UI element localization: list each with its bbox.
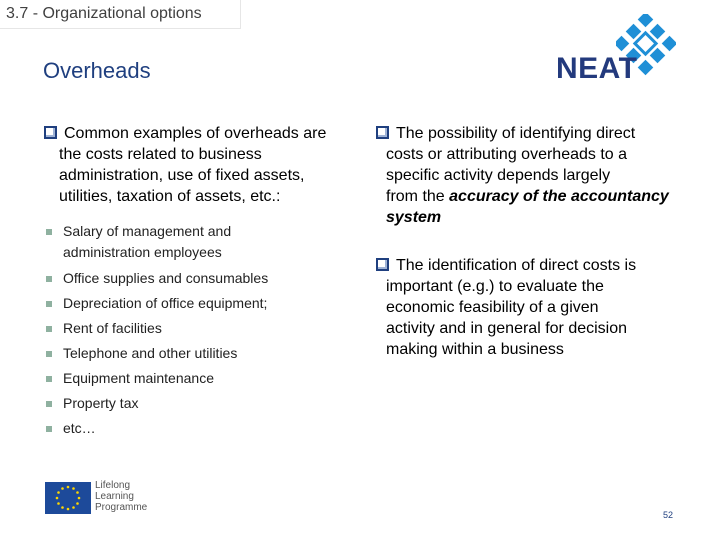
square-bullet-icon [46,301,52,307]
checkbox-bullet-icon [44,126,57,139]
neat-logo [556,14,676,84]
direct-costs-paragraph [376,255,676,360]
paragraph-line: important (e.g.) to evaluate the [386,278,604,295]
programme-line: Programme [95,502,148,513]
list-item-text: etc… [63,420,96,436]
emphasis-text: accuracy of the accountancy system [386,188,669,226]
checkbox-bullet-icon [376,258,389,271]
logo-text: NEAT [556,52,638,85]
programme-name [95,480,147,513]
list-item [62,418,364,439]
list-item [62,393,364,414]
list-item-text: Rent of facilities [63,320,162,336]
overheads-intro [44,123,364,207]
square-bullet-icon [46,351,52,357]
intro-line: the costs related to business [59,146,262,163]
intro-line: administration, use of fixed assets, [59,167,305,184]
intro-line: utilities, taxation of assets, etc.: [59,188,281,205]
list-item-text: Telephone and other utilities [63,345,238,361]
list-item [62,221,273,263]
left-column [44,123,364,439]
checkbox-bullet-icon [376,126,389,139]
paragraph-line: specific activity depends largely [386,167,611,184]
programme-line: Lifelong [95,480,131,491]
overheads-examples-list [62,221,364,439]
intro-line: Common examples of overheads are [64,125,327,142]
programme-line: Learning [95,491,134,502]
paragraph-fragment: from the [386,188,450,205]
square-bullet-icon [46,276,52,282]
square-bullet-icon [46,326,52,332]
list-item-text: Equipment maintenance [63,370,214,386]
paragraph-line: The possibility of identifying direct [396,125,636,142]
list-item-text: Office supplies and consumables [63,270,269,286]
list-item [62,368,364,389]
page-number: 52 [663,510,674,520]
eu-flag-icon [45,482,91,514]
paragraph-line [386,186,676,228]
square-bullet-icon [46,376,52,382]
list-item-text: Salary of management and administration employees [63,223,232,260]
list-item-text: Depreciation of office equipment; [63,295,268,311]
paragraph-line: economic feasibility of a given [386,299,599,316]
square-bullet-icon [46,401,52,407]
paragraph-line: activity and in general for decision [386,320,628,337]
section-title: 3.7 - Organizational options [6,5,202,22]
list-item [62,318,364,339]
paragraph-line: The identification of direct costs is [396,257,637,274]
section-header [0,0,240,28]
square-bullet-icon [46,426,52,432]
list-item [62,343,364,364]
list-item [62,293,364,314]
paragraph-line: costs or attributing overheads to a [386,146,628,163]
list-item-text: Property tax [63,395,139,411]
lifelong-learning-logo [45,480,155,518]
list-item [62,268,364,289]
paragraph-line: making within a business [386,341,564,358]
slide-title: Overheads [43,58,151,83]
square-bullet-icon [46,229,52,235]
right-column [376,123,676,360]
identification-paragraph [376,123,676,228]
